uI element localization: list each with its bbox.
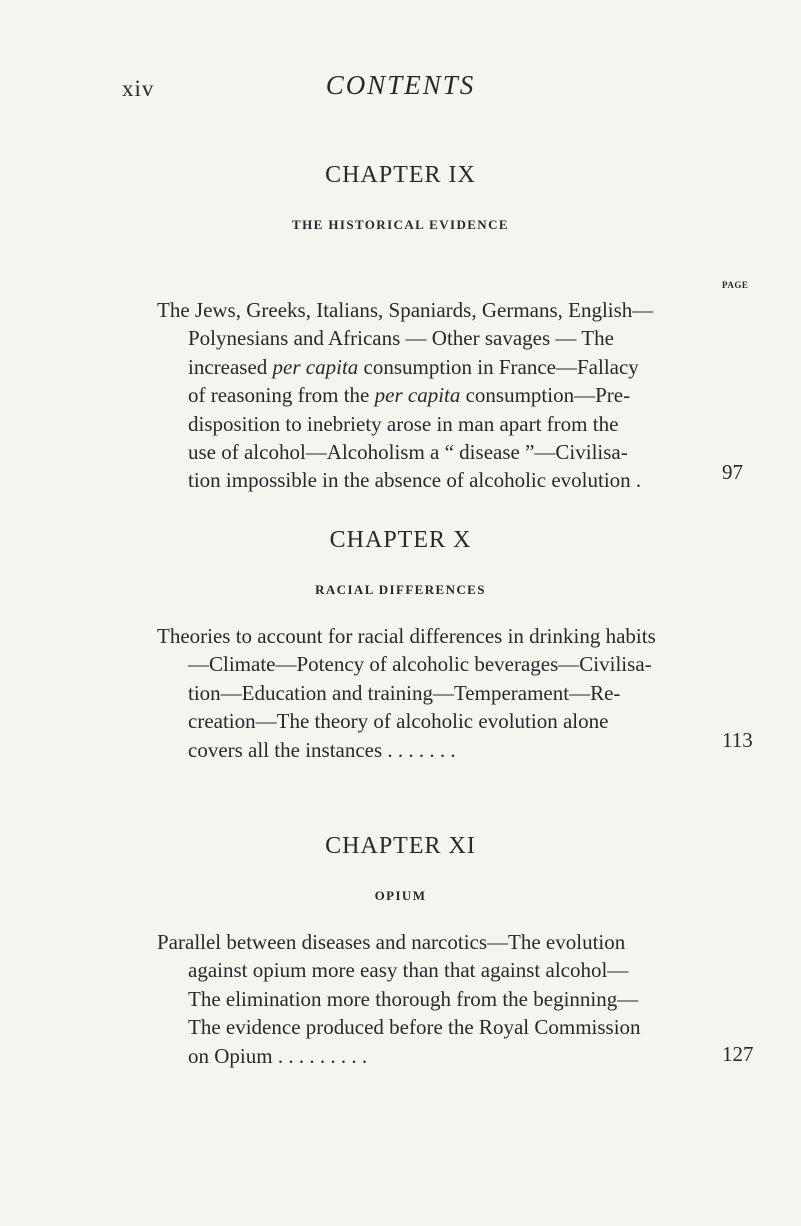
summary-line: tion—Education and training—Temperament—Re- [188, 680, 621, 705]
summary-line: of reasoning from the per capita consumption—Pre- [188, 383, 631, 408]
summary-line: Theories to account for racial differences in drinking habits [157, 624, 656, 648]
chapter-page-number: 113 [722, 728, 753, 752]
chapter-heading [0, 833, 801, 904]
summary-line: The elimination more thorough from the beginning— [188, 986, 639, 1011]
summary-line: The evidence produced before the Royal Commission [188, 1015, 641, 1040]
chapter-subtitle: OPIUM [374, 888, 427, 903]
summary-line: increased per capita consumption in France—Fallacy [188, 354, 639, 379]
summary-line: The Jews, Greeks, Italians, Spaniards, Germans, English— [157, 298, 654, 322]
page-number: xiv [122, 76, 155, 101]
chapter-summary [157, 928, 685, 1070]
page-column-label: PAGE [722, 280, 749, 290]
chapter-summary [157, 622, 685, 764]
chapter-heading [0, 162, 801, 233]
chapter-subtitle: RACIAL DIFFERENCES [315, 582, 486, 597]
chapter-page-number: 97 [722, 460, 743, 484]
summary-line: on Opium . . . . . . . . . [188, 1043, 368, 1068]
summary-line: creation—The theory of alcoholic evolution alone [188, 709, 609, 734]
chapter-heading [0, 527, 801, 598]
summary-line: tion impossible in the absence of alcoholic evolution . [188, 468, 642, 493]
summary-line: Polynesians and Africans — Other savages — The [188, 326, 614, 351]
summary-line: disposition to inebriety arose in man apart from the [188, 411, 619, 436]
chapter-title: CHAPTER X [329, 527, 472, 553]
summary-line: against opium more easy than that against alcohol— [188, 958, 629, 983]
summary-line: use of alcohol—Alcoholism a “ disease ”—Civilisa- [188, 440, 628, 465]
chapter-summary [157, 296, 685, 495]
chapter-title: CHAPTER IX [325, 162, 476, 188]
chapter-subtitle: THE HISTORICAL EVIDENCE [292, 217, 509, 232]
running-title: CONTENTS [325, 70, 476, 100]
chapter-page-number: 127 [722, 1042, 754, 1066]
running-header [0, 66, 801, 106]
summary-line: —Climate—Potency of alcoholic beverages—Civilisa- [188, 652, 652, 677]
summary-line: Parallel between diseases and narcotics—The evolution [157, 930, 626, 954]
chapter-title: CHAPTER XI [325, 833, 476, 859]
summary-line: covers all the instances . . . . . . . [188, 737, 456, 762]
